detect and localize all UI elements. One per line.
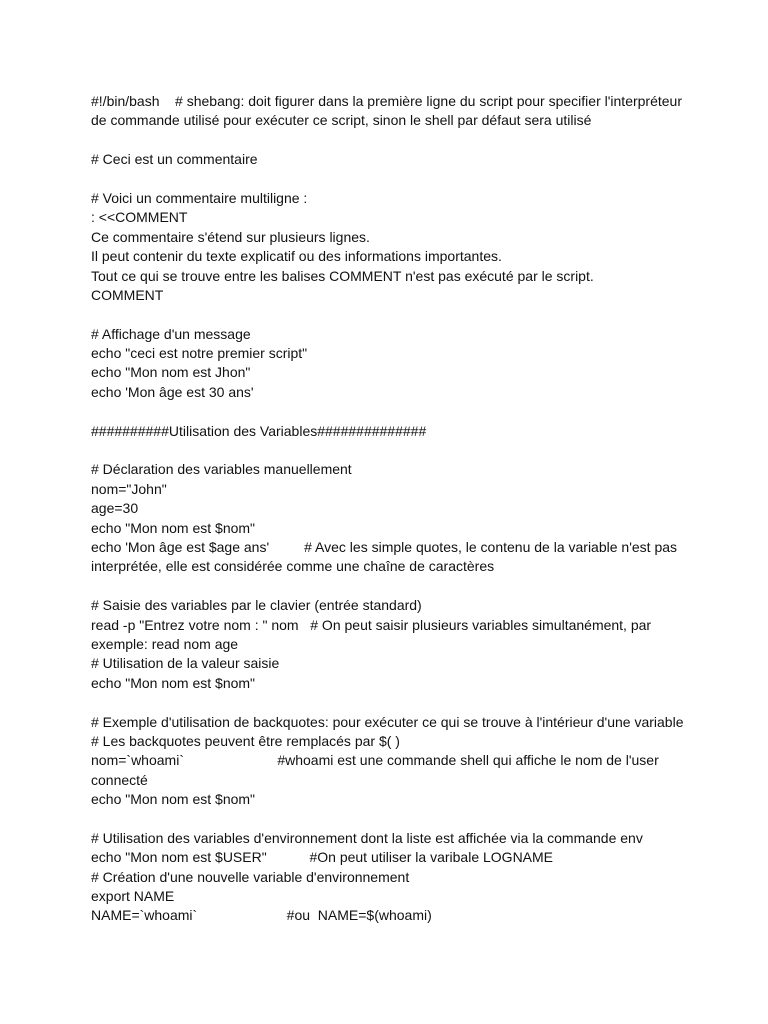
blank-line xyxy=(91,693,691,712)
text-line: # Création d'une nouvelle variable d'environnement xyxy=(91,868,410,885)
blank-line xyxy=(91,305,691,324)
text-line: COMMENT xyxy=(91,286,164,303)
blank-line xyxy=(91,131,691,150)
text-line: # Utilisation des variables d'environnement dont la liste est affichée via la commande env xyxy=(91,829,643,846)
text-line: # Les backquotes peuvent être remplacés par $( ) xyxy=(91,732,400,749)
text-line: export NAME xyxy=(91,888,175,905)
text-line: echo "ceci est notre premier script" xyxy=(91,345,308,362)
text-line: : <<COMMENT xyxy=(91,209,188,226)
text-line: #!/bin/bash # shebang: doit figurer dans la première ligne du script pour specifier l'interpréteur xyxy=(91,93,683,109)
text-line: interprétée, elle est considérée comme une chaîne de caractères xyxy=(91,558,495,575)
section-heading-line: ##########Utilisation des Variables############## xyxy=(91,422,427,439)
text-line: NAME=`whoami` #ou NAME=$(whoami) xyxy=(91,907,432,924)
text-line: read -p "Entrez votre nom : " nom # On peut saisir plusieurs variables simultanément, par xyxy=(91,616,652,633)
text-line: echo "Mon nom est Jhon" xyxy=(91,364,251,381)
text-line: echo 'Mon âge est $age ans' # Avec les simple quotes, le contenu de la variable n'est pas xyxy=(91,538,678,555)
text-line: age=30 xyxy=(91,500,139,517)
text-line: # Déclaration des variables manuellement xyxy=(91,461,352,478)
text-line: Tout ce qui se trouve entre les balises COMMENT n'est pas exécuté par le script. xyxy=(91,267,594,284)
text-line: Il peut contenir du texte explicatif ou des informations importantes. xyxy=(91,248,502,265)
text-line: echo "Mon nom est $nom" xyxy=(91,791,256,808)
text-line: de commande utilisé pour exécuter ce script, sinon le shell par défaut sera utilisé xyxy=(91,112,592,129)
text-line: # Affichage d'un message xyxy=(91,325,251,342)
blank-line xyxy=(91,577,691,596)
text-line: echo 'Mon âge est 30 ans' xyxy=(91,383,254,400)
text-line: # Voici un commentaire multiligne : xyxy=(91,189,308,206)
text-line: Ce commentaire s'étend sur plusieurs lignes. xyxy=(91,228,370,245)
text-line: echo "Mon nom est $USER" #On peut utiliser la varibale LOGNAME xyxy=(91,849,554,866)
text-line: # Saisie des variables par le clavier (entrée standard) xyxy=(91,597,422,614)
text-line: exemple: read nom age xyxy=(91,635,239,652)
text-line: nom="John" xyxy=(91,480,167,497)
text-line: # Utilisation de la valeur saisie xyxy=(91,655,280,672)
text-line: # Exemple d'utilisation de backquotes: pour exécuter ce qui se trouve à l'intérieur d'une variable xyxy=(91,713,684,730)
blank-line xyxy=(91,441,691,460)
blank-line xyxy=(91,402,691,421)
blank-line xyxy=(91,170,691,189)
text-line: connecté xyxy=(91,771,148,788)
blank-line xyxy=(91,809,691,828)
text-line: echo "Mon nom est $nom" xyxy=(91,674,256,691)
text-line: # Ceci est un commentaire xyxy=(91,151,258,168)
text-line: nom=`whoami` #whoami est une commande shell qui affiche le nom de l'user xyxy=(91,752,659,769)
script-text-body xyxy=(91,92,691,926)
text-line: echo "Mon nom est $nom" xyxy=(91,519,256,536)
